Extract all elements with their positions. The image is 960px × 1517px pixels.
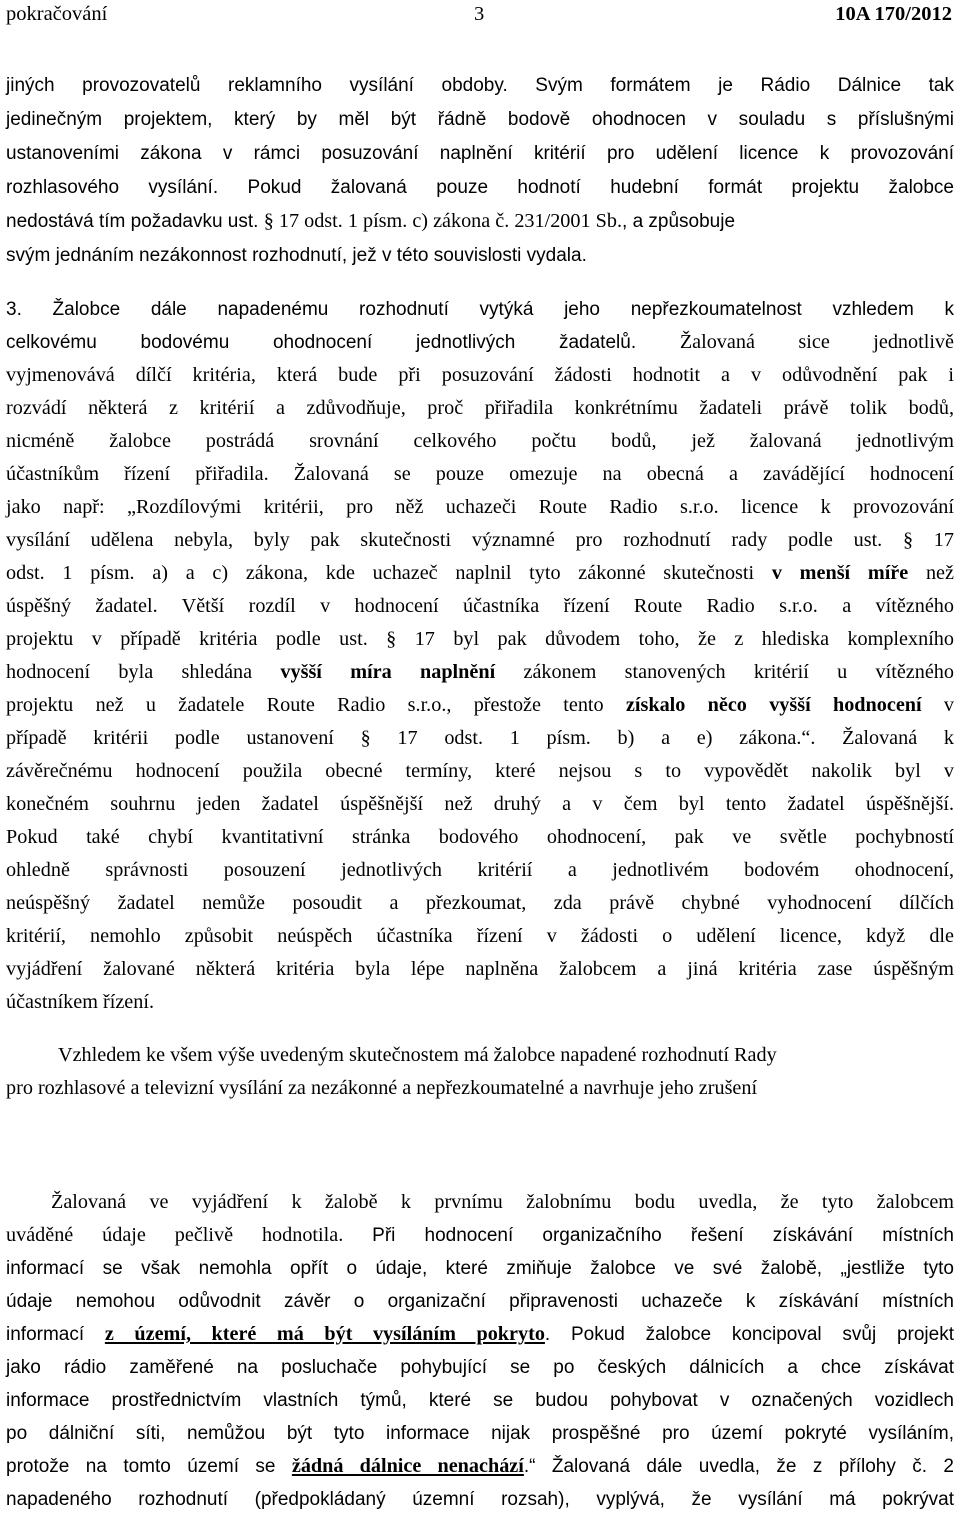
- text-segment: závěrečnému hodnocení použila obecné termíny, které nejsou s to vypovědět nakolik byl v: [6, 760, 954, 782]
- text-segment: § 17 odst. 1 písm. c) zákona č. 231/2001 Sb.: [263, 210, 623, 232]
- text-line: [6, 528, 954, 552]
- text-line: [6, 107, 954, 132]
- text-line: [6, 825, 954, 849]
- text-segment: nedostává tím požadavku ust.: [6, 211, 264, 232]
- text-segment: , a způsobuje: [622, 211, 736, 232]
- text-segment: .“ Žalovaná dále uvedla, že z přílohy č. 2: [523, 1456, 954, 1477]
- text-segment: Svým formátem je Rádio Dálnice tak: [535, 75, 954, 96]
- text-segment: účastníkům řízení přiřadila. Žalovaná se pouze omezuje na obecná a zavádějící hodnocení: [6, 463, 954, 485]
- text-segment: vyjmenovává dílčí kritéria, která bude při posuzování žádosti hodnotit a v odůvodnění pak i: [6, 364, 954, 386]
- text-line: [6, 429, 954, 453]
- text-line: [6, 693, 954, 717]
- text-segment: vysílání udělena nebyla, byly pak skutečnosti významné pro rozhodnutí rady podle ust. § 17: [6, 529, 954, 551]
- text-line: [6, 1454, 954, 1479]
- text-segment: v: [921, 694, 955, 716]
- text-line: [6, 396, 954, 420]
- text-segment: informací: [6, 1324, 105, 1345]
- text-segment: kritérií, nemohlo způsobit neúspěch účastníka řízení v žádosti o udělení licence, když dle: [6, 925, 954, 947]
- page-number: 3: [474, 3, 485, 25]
- text-segment: vyjádření žalované některá kritéria byla lépe naplněna žalobcem a jiná kritéria zase úspěšným: [6, 958, 954, 980]
- text-line: [6, 141, 954, 166]
- text-segment: z území, které má být vysíláním pokryto: [104, 1323, 545, 1345]
- text-segment: zákonem stanovených kritérií u vítězného: [495, 661, 954, 683]
- text-segment: účastníkem řízení.: [6, 991, 154, 1013]
- text-segment: informací se však nemohla opřít o údaje, které zmiňuje žalobce ve své žalobě, „jestliže tyto: [6, 1258, 954, 1279]
- text-line: [6, 759, 954, 783]
- text-segment: Pokud také chybí kvantitativní stránka bodového ohodnocení, pak ve světle pochybností: [6, 826, 954, 848]
- text-line: [6, 924, 954, 948]
- text-line: [6, 1388, 954, 1413]
- text-segment: než: [908, 562, 954, 584]
- text-segment: Žalovaná ve vyjádření k žalobě k prvnímu žalobnímu bodu uvedla, že tyto žalobcem: [51, 1191, 954, 1213]
- text-segment: jedinečným projektem, který by měl být řádně bodově ohodnocen v souladu s příslušnými: [6, 109, 954, 130]
- text-segment: jako např: „Rozdílovými kritérii, pro něž uchazeči Route Radio s.r.o. licence k provozování: [6, 496, 954, 518]
- text-segment: Pokud žalovaná pouze hodnotí hudební formát projektu žalobce: [247, 177, 955, 198]
- text-line: [6, 1289, 954, 1314]
- text-segment: údaje nemohou odůvodnit závěr o organizační připravenosti uchazeče k získávání místních: [6, 1291, 954, 1312]
- text-segment: žádná dálnice nenachází: [291, 1455, 524, 1477]
- text-line: [6, 1256, 954, 1281]
- text-segment: projektu než u žadatele Route Radio s.r.o., přestože tento: [6, 694, 626, 716]
- text-line: [6, 363, 954, 387]
- text-line: [6, 462, 954, 486]
- text-segment: konečném souhrnu jeden žadatel úspěšnější než druhý a v čem byl tento žadatel úspěšnější.: [6, 793, 954, 815]
- text-segment: informace prostřednictvím vlastních týmů, které se budou pohybovat v označených vozidlech: [6, 1390, 954, 1411]
- text-line: [6, 1355, 954, 1380]
- text-segment: pro rozhlasové a televizní vysílání za nezákonné a nepřezkoumatelné a navrhuje jeho zrušení: [6, 1077, 758, 1099]
- text-segment: vyšší míra naplnění: [280, 661, 496, 683]
- text-line: [6, 726, 954, 750]
- text-segment: případě kritérii podle ustanovení § 17 odst. 1 písm. b) a e) zákona.“. Žalovaná k: [6, 727, 954, 749]
- text-line: [6, 1421, 954, 1446]
- text-line: [6, 990, 954, 1014]
- text-segment: v menší míře: [771, 562, 909, 584]
- text-segment: rozhlasového vysílání.: [6, 177, 248, 198]
- text-segment: hodnocení byla shledána: [6, 661, 281, 683]
- text-line: [6, 1223, 954, 1248]
- case-number: 10A 170/2012: [835, 3, 952, 25]
- text-line: [51, 1190, 954, 1214]
- text-segment: úspěšný žadatel. Větší rozdíl v hodnocení účastníka řízení Route Radio s.r.o. a vítězného: [6, 595, 954, 617]
- text-segment: napadeného rozhodnutí (předpokládaný územní rozsah), vyplývá, že vysílání má pokrývat: [6, 1489, 954, 1510]
- text-line: [6, 561, 954, 585]
- text-line: [6, 891, 954, 915]
- text-segment: svým jednáním nezákonnost rozhodnutí, jež v této souvislosti vydala.: [6, 245, 587, 266]
- text-line: [6, 660, 954, 684]
- text-line: [6, 1322, 954, 1347]
- text-segment: jako rádio zaměřené na posluchače pohybující se po českých dálnicích a chce získávat: [6, 1357, 954, 1378]
- text-segment: získalo něco vyšší hodnocení: [625, 694, 922, 716]
- text-line: [6, 594, 954, 618]
- text-line: [6, 175, 954, 200]
- text-segment: protože na tomto území se: [6, 1456, 292, 1477]
- text-segment: uváděné údaje pečlivě hodnotila.: [6, 1224, 373, 1246]
- text-line: [6, 297, 954, 322]
- text-segment: po dálniční síti, nemůžou být tyto informace nijak prospěšné pro území pokryté vysíláním,: [6, 1423, 954, 1444]
- text-line: [6, 495, 954, 519]
- text-segment: nicméně žalobce postrádá srovnání celkového počtu bodů, jež žalovaná jednotlivým: [6, 430, 954, 452]
- text-segment: 3. Žalobce dále napadenému rozhodnutí vytýká jeho nepřezkoumatelnost vzhledem k: [6, 299, 954, 320]
- header-continuation-label: pokračování: [6, 3, 108, 25]
- text-line: [6, 73, 954, 98]
- text-segment: ohledně správnosti posouzení jednotlivých kritérií a jednotlivém bodovém ohodnocení,: [6, 859, 954, 881]
- text-segment: rozvádí některá z kritérií a zdůvodňuje, proč přiřadila konkrétnímu žadateli právě tolik bodů,: [6, 397, 954, 419]
- page-header: [6, 0, 952, 32]
- text-segment: ustanoveními zákona v rámci posuzování naplnění kritérií pro udělení licence k provozování: [6, 143, 954, 164]
- text-segment: projektu v případě kritéria podle ust. § 17 byl pak důvodem toho, že z hlediska komplexního: [6, 628, 954, 650]
- text-segment: Při hodnocení organizačního řešení získávání místních: [372, 1225, 954, 1246]
- text-line: [6, 792, 954, 816]
- text-segment: neúspěšný žadatel nemůže posoudit a přezkoumat, zda právě chybné vyhodnocení dílčích: [6, 892, 954, 914]
- text-segment: Žalovaná sice jednotlivě: [679, 331, 954, 353]
- text-line: [6, 243, 954, 268]
- text-line: [6, 209, 954, 234]
- text-line: [6, 957, 954, 981]
- text-line: [6, 858, 954, 882]
- text-line: [6, 627, 954, 651]
- text-segment: odst. 1 písm. a) a c) zákona, kde uchazeč naplnil tyto zákonné skutečnosti: [6, 562, 772, 584]
- text-line: [6, 1487, 954, 1512]
- text-segment: . Pokud žalobce koncipoval svůj projekt: [544, 1324, 954, 1345]
- text-segment: Vzhledem ke všem výše uvedeným skutečnostem má žalobce napadené rozhodnutí Rady: [58, 1044, 777, 1066]
- text-line: [6, 1076, 954, 1100]
- text-line: [6, 330, 954, 355]
- text-segment: celkovému bodovému ohodnocení jednotlivých žadatelů.: [6, 332, 680, 353]
- text-line: [58, 1043, 954, 1067]
- text-segment: jiných provozovatelů reklamního vysílání obdoby.: [6, 75, 536, 96]
